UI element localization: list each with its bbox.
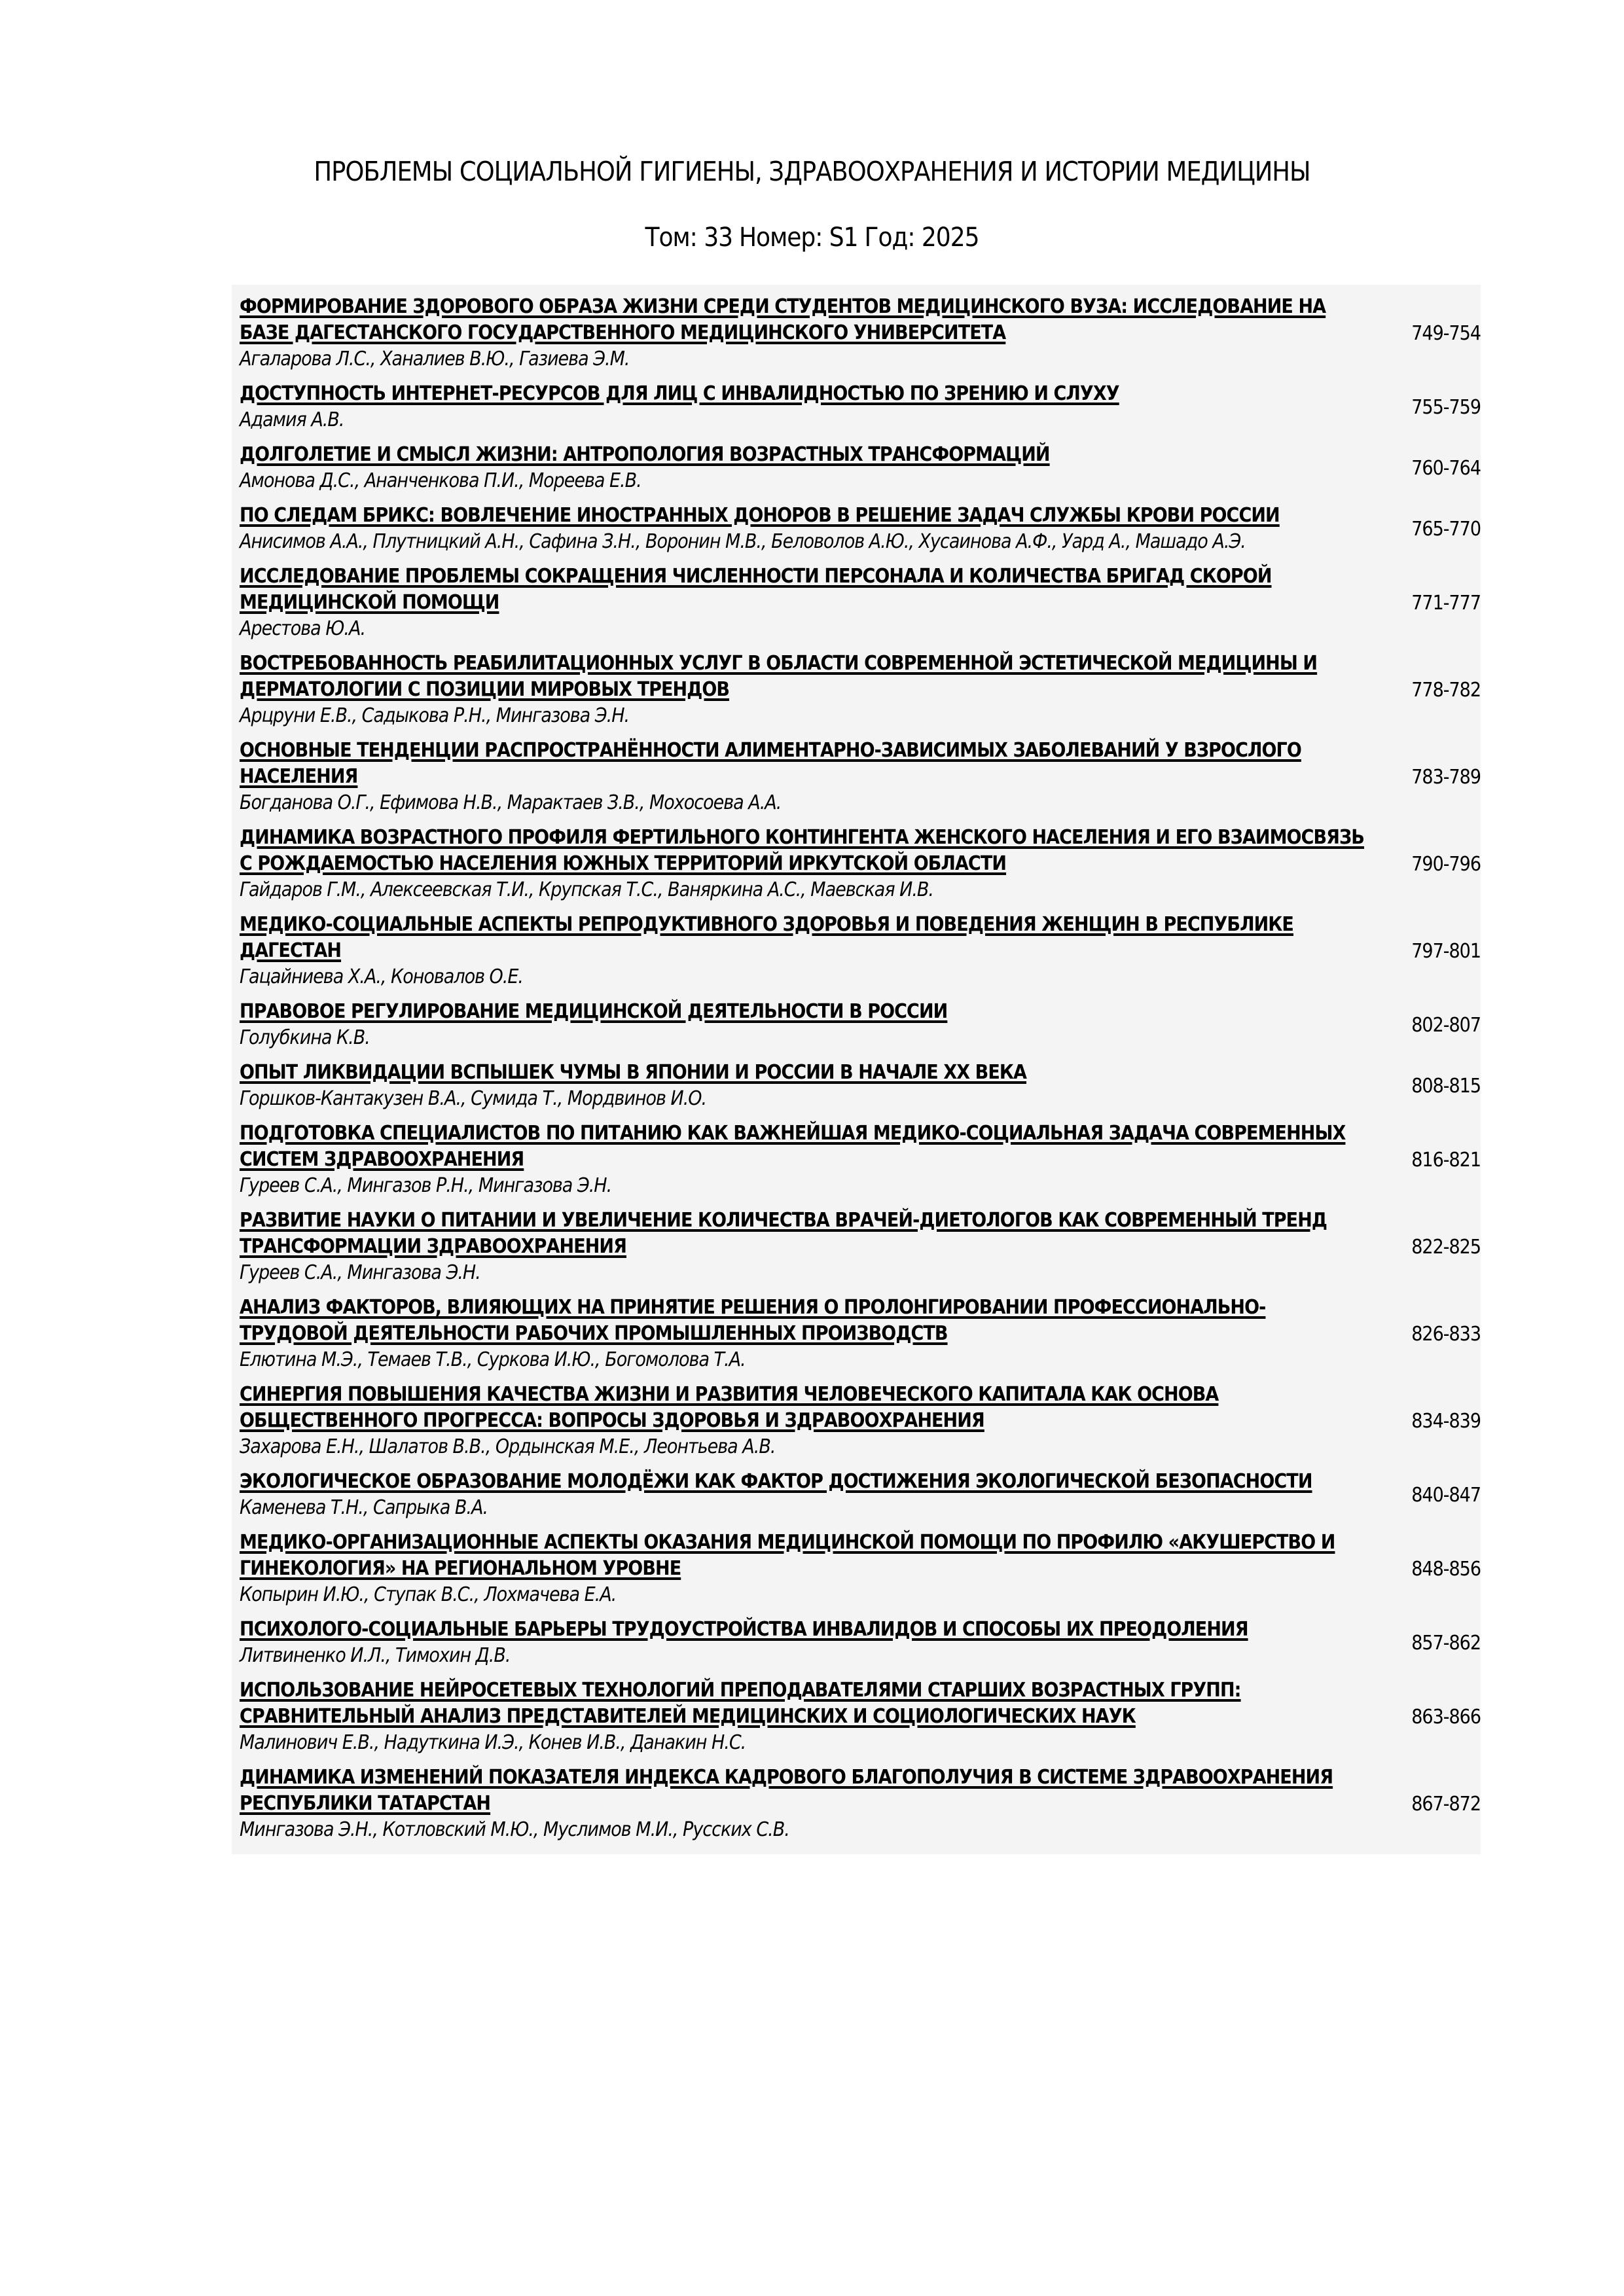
article-title-link[interactable]: АНАЛИЗ ФАКТОРОВ, ВЛИЯЮЩИХ НА ПРИНЯТИЕ РЕШЕНИЯ О ПРОЛОНГИРОВАНИИ ПРОФЕССИОНАЛЬНО-ТРУДОВОЙ ДЕЯТЕЛЬНОСТИ РАБОЧИХ ПРОМЫШЛЕННЫХ ПРОИЗВОДСТВ <box>240 1296 1266 1345</box>
article-row <box>232 734 1481 821</box>
article-row <box>232 1291 1481 1378</box>
article-title-link[interactable]: ИССЛЕДОВАНИЕ ПРОБЛЕМЫ СОКРАЩЕНИЯ ЧИСЛЕННОСТИ ПЕРСОНАЛА И КОЛИЧЕСТВА БРИГАД СКОРОЙ МЕДИЦИНСКОЙ ПОМОЩИ <box>240 565 1272 614</box>
article-row <box>232 1378 1481 1465</box>
article-authors: Захарова Е.Н., Шалатов В.В., Ордынская М.Е., Леонтьева А.В. <box>240 1435 776 1458</box>
article-pages: 822-825 <box>1411 1235 1481 1259</box>
article-title-link[interactable]: ДИНАМИКА ВОЗРАСТНОГО ПРОФИЛЯ ФЕРТИЛЬНОГО КОНТИНГЕНТА ЖЕНСКОГО НАСЕЛЕНИЯ И ЕГО ВЗАИМОСВЯЗЬ С РОЖДАЕМОСТЬЮ НАСЕЛЕНИЯ ЮЖНЫХ ТЕРРИТОРИЙ ИРКУТСКОЙ ОБЛАСТИ <box>240 826 1364 875</box>
article-title-link[interactable]: ДОСТУПНОСТЬ ИНТЕРНЕТ-РЕСУРСОВ ДЛЯ ЛИЦ С ИНВАЛИДНОСТЬЮ ПО ЗРЕНИЮ И СЛУХУ <box>240 382 1119 405</box>
table-of-contents <box>232 285 1481 1854</box>
article-pages: 771-777 <box>1411 591 1481 615</box>
article-info <box>232 1060 1365 1112</box>
article-row <box>232 995 1481 1056</box>
article-pages: 848-856 <box>1411 1557 1481 1581</box>
article-row <box>232 1761 1481 1848</box>
article-title-link[interactable]: ФОРМИРОВАНИЕ ЗДОРОВОГО ОБРАЗА ЖИЗНИ СРЕДИ СТУДЕНТОВ МЕДИЦИНСКОГО ВУЗА: ИССЛЕДОВАНИЕ НА БАЗЕ ДАГЕСТАНСКОГО ГОСУДАРСТВЕННОГО МЕДИЦИНСКОГО УНИВЕРСИТЕТА <box>240 295 1326 344</box>
article-row <box>232 1056 1481 1117</box>
article-authors: Гайдаров Г.М., Алексеевская Т.И., Крупская Т.С., Ваняркина А.С., Маевская И.В. <box>240 878 933 901</box>
article-title-link[interactable]: ПО СЛЕДАМ БРИКС: ВОВЛЕЧЕНИЕ ИНОСТРАННЫХ ДОНОРОВ В РЕШЕНИЕ ЗАДАЧ СЛУЖБЫ КРОВИ РОССИИ <box>240 504 1280 527</box>
article-authors: Мингазова Э.Н., Котловский М.Ю., Муслимов М.И., Русских С.В. <box>240 1818 789 1841</box>
article-pages: 840-847 <box>1411 1483 1481 1507</box>
article-pages: 863-866 <box>1411 1705 1481 1729</box>
article-info <box>232 825 1365 903</box>
issue-number: Номер: S1 <box>738 223 858 253</box>
article-authors: Арцруни Е.В., Садыкова Р.Н., Мингазова Э.Н. <box>240 704 630 727</box>
article-info <box>232 1677 1365 1756</box>
article-authors: Анисимов А.А., Плутницкий А.Н., Сафина З.Н., Воронин М.В., Беловолов А.Ю., Хусаинова А.Ф., Уард А., Машадо А.Э. <box>240 530 1246 553</box>
article-row <box>232 290 1481 377</box>
article-authors: Литвиненко И.Л., Тимохин Д.В. <box>240 1644 511 1667</box>
article-authors: Богданова О.Г., Ефимова Н.В., Марактаев З.В., Мохосоева А.А. <box>240 791 782 814</box>
volume: Том: 33 <box>645 223 732 253</box>
article-row <box>232 1526 1481 1613</box>
article-info <box>232 1617 1365 1669</box>
article-title-link[interactable]: МЕДИКО-ОРГАНИЗАЦИОННЫЕ АСПЕКТЫ ОКАЗАНИЯ МЕДИЦИНСКОЙ ПОМОЩИ ПО ПРОФИЛЮ «АКУШЕРСТВО И ГИНЕКОЛОГИЯ» НА РЕГИОНАЛЬНОМ УРОВНЕ <box>240 1531 1335 1580</box>
article-row <box>232 821 1481 908</box>
article-title-link[interactable]: ДОЛГОЛЕТИЕ И СМЫСЛ ЖИЗНИ: АНТРОПОЛОГИЯ ВОЗРАСТНЫХ ТРАНСФОРМАЦИЙ <box>240 443 1050 466</box>
article-authors: Горшков-Кантакузен В.А., Сумида Т., Мордвинов И.О. <box>240 1087 707 1110</box>
article-row <box>232 1117 1481 1204</box>
article-authors: Гуреев С.А., Мингазова Э.Н. <box>240 1261 480 1284</box>
article-title-link[interactable]: МЕДИКО-СОЦИАЛЬНЫЕ АСПЕКТЫ РЕПРОДУКТИВНОГО ЗДОРОВЬЯ И ПОВЕДЕНИЯ ЖЕНЩИН В РЕСПУБЛИКЕ ДАГЕСТАН <box>240 913 1293 962</box>
article-info <box>232 999 1365 1051</box>
article-pages: 765-770 <box>1411 517 1481 541</box>
article-pages: 797-801 <box>1411 939 1481 963</box>
article-title-link[interactable]: ПОДГОТОВКА СПЕЦИАЛИСТОВ ПО ПИТАНИЮ КАК ВАЖНЕЙШАЯ МЕДИКО-СОЦИАЛЬНАЯ ЗАДАЧА СОВРЕМЕННЫХ СИСТЕМ ЗДРАВООХРАНЕНИЯ <box>240 1122 1346 1171</box>
article-row <box>232 647 1481 734</box>
article-row <box>232 560 1481 647</box>
article-title-link[interactable]: ОПЫТ ЛИКВИДАЦИИ ВСПЫШЕК ЧУМЫ В ЯПОНИИ И РОССИИ В НАЧАЛЕ XX ВЕКА <box>240 1061 1027 1084</box>
article-info <box>232 1382 1365 1460</box>
article-pages: 783-789 <box>1411 765 1481 789</box>
article-authors: Копырин И.Ю., Ступак В.С., Лохмачева Е.А. <box>240 1583 617 1606</box>
article-authors: Арестова Ю.А. <box>240 617 366 640</box>
article-row <box>232 908 1481 995</box>
article-title-link[interactable]: ОСНОВНЫЕ ТЕНДЕНЦИИ РАСПРОСТРАНЁННОСТИ АЛИМЕНТАРНО-ЗАВИСИМЫХ ЗАБОЛЕВАНИЙ У ВЗРОСЛОГО НАСЕЛЕНИЯ <box>240 739 1301 788</box>
article-row <box>232 1204 1481 1291</box>
article-pages: 816-821 <box>1411 1148 1481 1172</box>
article-title-link[interactable]: ПРАВОВОЕ РЕГУЛИРОВАНИЕ МЕДИЦИНСКОЙ ДЕЯТЕЛЬНОСТИ В РОССИИ <box>240 1000 948 1023</box>
article-pages: 802-807 <box>1411 1013 1481 1037</box>
article-row <box>232 1674 1481 1761</box>
article-info <box>232 651 1365 729</box>
article-pages: 867-872 <box>1411 1792 1481 1816</box>
article-authors: Голубкина К.В. <box>240 1026 370 1049</box>
article-row <box>232 499 1481 560</box>
article-title-link[interactable]: СИНЕРГИЯ ПОВЫШЕНИЯ КАЧЕСТВА ЖИЗНИ И РАЗВИТИЯ ЧЕЛОВЕЧЕСКОГО КАПИТАЛА КАК ОСНОВА ОБЩЕСТВЕННОГО ПРОГРЕССА: ВОПРОСЫ ЗДОРОВЬЯ И ЗДРАВООХРАНЕНИЯ <box>240 1383 1219 1432</box>
article-info <box>232 1530 1365 1608</box>
article-row <box>232 1613 1481 1674</box>
article-info <box>232 294 1365 372</box>
article-info <box>232 564 1365 642</box>
article-info <box>232 381 1365 433</box>
article-authors: Гуреев С.А., Мингазов Р.Н., Мингазова Э.Н. <box>240 1174 612 1197</box>
article-title-link[interactable]: ДИНАМИКА ИЗМЕНЕНИЙ ПОКАЗАТЕЛЯ ИНДЕКСА КАДРОВОГО БЛАГОПОЛУЧИЯ В СИСТЕМЕ ЗДРАВООХРАНЕНИЯ РЕСПУБЛИКИ ТАТАРСТАН <box>240 1766 1333 1815</box>
article-title-link[interactable]: РАЗВИТИЕ НАУКИ О ПИТАНИИ И УВЕЛИЧЕНИЕ КОЛИЧЕСТВА ВРАЧЕЙ-ДИЕТОЛОГОВ КАК СОВРЕМЕННЫЙ ТРЕНД ТРАНСФОРМАЦИИ ЗДРАВООХРАНЕНИЯ <box>240 1209 1327 1258</box>
article-row <box>232 1465 1481 1526</box>
article-authors: Каменева Т.Н., Сапрыка В.А. <box>240 1496 488 1519</box>
article-info <box>232 442 1365 494</box>
issue-info <box>0 223 1624 253</box>
article-pages: 760-764 <box>1411 456 1481 480</box>
article-pages: 755-759 <box>1411 395 1481 419</box>
article-pages: 834-839 <box>1411 1409 1481 1433</box>
year: Год: 2025 <box>864 223 979 253</box>
article-authors: Гацайниева Х.А., Коновалов О.Е. <box>240 965 523 988</box>
article-pages: 808-815 <box>1411 1074 1481 1098</box>
article-info <box>232 1208 1365 1286</box>
article-title-link[interactable]: ПСИХОЛОГО-СОЦИАЛЬНЫЕ БАРЬЕРЫ ТРУДОУСТРОЙСТВА ИНВАЛИДОВ И СПОСОБЫ ИХ ПРЕОДОЛЕНИЯ <box>240 1618 1248 1641</box>
article-info <box>232 738 1365 816</box>
article-info <box>232 1765 1365 1843</box>
article-row <box>232 438 1481 499</box>
article-info <box>232 1295 1365 1373</box>
article-title-link[interactable]: ЭКОЛОГИЧЕСКОЕ ОБРАЗОВАНИЕ МОЛОДЁЖИ КАК ФАКТОР ДОСТИЖЕНИЯ ЭКОЛОГИЧЕСКОЙ БЕЗОПАСНОСТИ <box>240 1470 1312 1493</box>
article-authors: Адамия А.В. <box>240 408 344 431</box>
article-pages: 790-796 <box>1411 852 1481 876</box>
article-title-link[interactable]: ИСПОЛЬЗОВАНИЕ НЕЙРОСЕТЕВЫХ ТЕХНОЛОГИЙ ПРЕПОДАВАТЕЛЯМИ СТАРШИХ ВОЗРАСТНЫХ ГРУПП: СРАВНИТЕЛЬНЫЙ АНАЛИЗ ПРЕДСТАВИТЕЛЕЙ МЕДИЦИНСКИХ И СОЦИОЛОГИЧЕСКИХ НАУК <box>240 1679 1241 1728</box>
article-authors: Малинович Е.В., Надуткина И.Э., Конев И.В., Данакин Н.С. <box>240 1731 746 1754</box>
article-authors: Амонова Д.С., Ананченкова П.И., Мореева Е.В. <box>240 469 641 492</box>
article-info <box>232 503 1365 555</box>
article-pages: 826-833 <box>1411 1322 1481 1346</box>
article-pages: 778-782 <box>1411 678 1481 702</box>
article-info <box>232 912 1365 990</box>
article-authors: Агаларова Л.С., Ханалиев В.Ю., Газиева Э.М. <box>240 348 630 370</box>
journal-title: ПРОБЛЕМЫ СОЦИАЛЬНОЙ ГИГИЕНЫ, ЗДРАВООХРАНЕНИЯ И ИСТОРИИ МЕДИЦИНЫ <box>314 156 1310 187</box>
article-pages: 857-862 <box>1411 1631 1481 1655</box>
article-info <box>232 1121 1365 1199</box>
article-authors: Елютина М.Э., Темаев Т.В., Суркова И.Ю., Богомолова Т.А. <box>240 1348 746 1371</box>
article-info <box>232 1469 1365 1521</box>
article-title-link[interactable]: ВОСТРЕБОВАННОСТЬ РЕАБИЛИТАЦИОННЫХ УСЛУГ В ОБЛАСТИ СОВРЕМЕННОЙ ЭСТЕТИЧЕСКОЙ МЕДИЦИНЫ И ДЕРМАТОЛОГИИ С ПОЗИЦИИ МИРОВЫХ ТРЕНДОВ <box>240 652 1318 701</box>
article-pages: 749-754 <box>1411 321 1481 345</box>
article-row <box>232 377 1481 438</box>
